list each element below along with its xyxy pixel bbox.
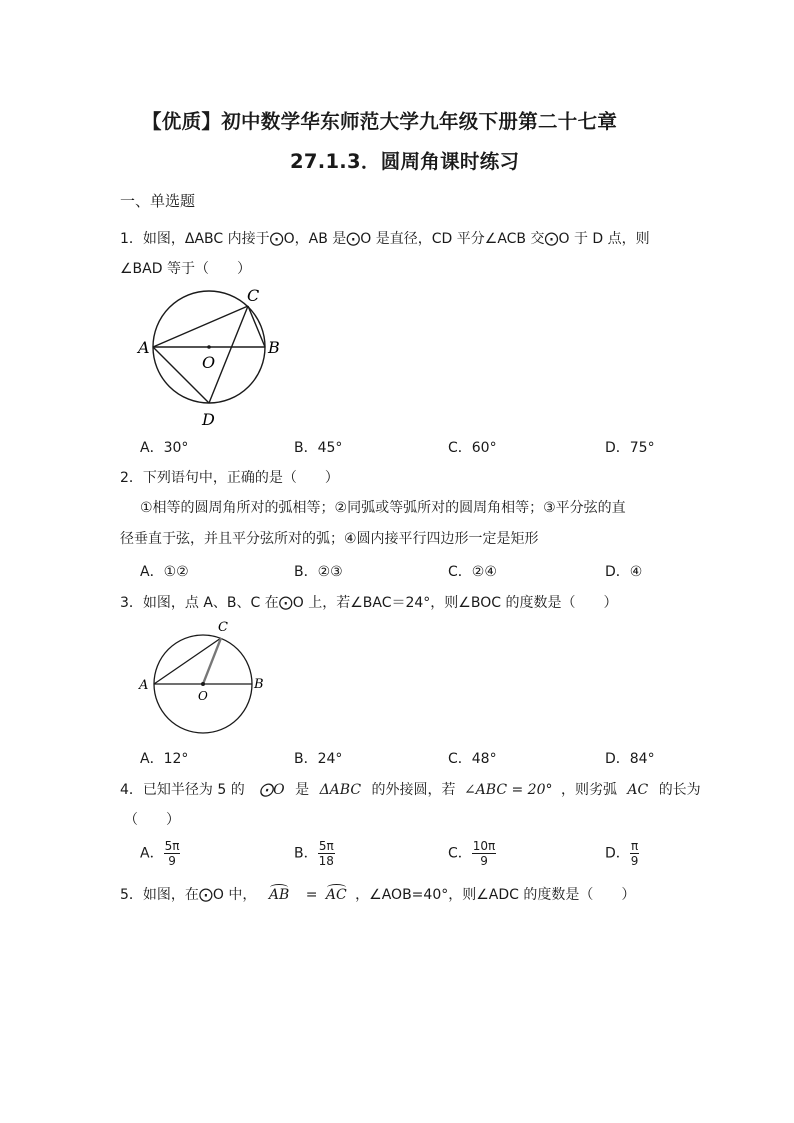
q4-option-d-den: 9 [630,854,639,868]
q5-arc-ab: AB [268,887,290,903]
q2-text-line1: 2．下列语句中，正确的是（ ） [120,470,339,486]
q4-option-a-num: 5π [164,839,180,853]
q3-option-b[interactable]: B．24° [294,751,343,767]
q4-option-b-label: B． [294,845,318,862]
q5-arc-ac: AC [325,887,347,903]
q5-text-part1: 5．如图，在⨀O 中， [120,887,257,903]
q2-option-a[interactable]: A．①② [140,564,189,580]
q4-triangle: ΔABC [319,782,362,798]
q2-text-line2: ①相等的圆周角所对的弧相等；②同弧或等弧所对的圆周角相等；③平分弦的直 [140,500,626,516]
q3-text-line1: 3．如图，点 A、B、C 在⨀O 上，若∠BAC＝24°，则∠BOC 的度数是（ ） [120,595,618,611]
q4-option-b-den: 18 [318,854,334,868]
q4-text-part1: 4．已知半径为 5 的 [120,782,245,798]
q1-option-a[interactable]: A．30° [140,440,189,456]
q4-option-a-label: A． [140,845,164,862]
q4-text-part3: 的外接圆，若 [371,782,456,798]
q4-text-part5: 的长为 [658,782,701,798]
q4-option-a[interactable] [140,839,180,868]
q4-option-d-num: π [630,839,639,853]
q4-option-a-den: 9 [168,854,176,868]
q4-arc-label: AC [627,782,649,798]
q4-option-c-label: C． [448,845,472,862]
q1-figure [130,282,290,432]
q1-label-d: D [202,410,215,429]
q1-label-c: C [247,286,260,305]
q4-option-d[interactable] [605,839,639,868]
q5-equals: = [305,887,318,903]
q1-option-b[interactable]: B．45° [294,440,343,456]
doc-title-line2: 27.1.3．圆周角课时练习 [290,150,520,173]
q4-option-c-num: 10π [472,839,496,853]
q4-circle-o: ⨀O [259,782,285,798]
section-heading: 一、单选题 [120,192,196,210]
q3-figure [130,616,280,746]
q4-option-c-fraction [472,839,497,868]
q3-center-dot [201,682,205,686]
q4-option-b[interactable] [294,839,335,868]
q2-option-b[interactable]: B．②③ [294,564,343,580]
q3-option-a[interactable]: A．12° [140,751,189,767]
q3-label-c: C [218,620,228,635]
q2-option-c[interactable]: C．②④ [448,564,497,580]
q1-label-b: B [268,338,280,357]
q3-option-c[interactable]: C．48° [448,751,497,767]
q4-text-part2: 是 [295,782,310,798]
q2-text-line3: 径垂直于弦，并且平分弦所对的弧；④圆内接平行四边形一定是矩形 [120,531,539,547]
q1-label-a: A [138,338,150,357]
q5-text-part2: ，∠AOB=40°，则∠ADC 的度数是（ ） [355,887,636,903]
q3-label-o: O [198,689,208,703]
q5-text-line1 [120,884,635,904]
q3-option-d[interactable]: D．84° [605,751,655,767]
q4-option-d-fraction [630,839,640,868]
q4-text-line2: （ ） [124,812,180,828]
doc-title-line1: 【优质】初中数学华东师范大学九年级下册第二十七章 [142,110,618,133]
q3-label-b: B [254,677,264,692]
q4-option-b-fraction [318,839,335,868]
q1-chord-ad [153,347,209,403]
q4-text-part4: ，则劣弧 [560,782,617,798]
q1-center-dot [207,345,211,349]
q1-chord-cb [248,306,265,347]
q4-angle: ∠ABC = 20° [463,782,553,798]
q1-option-d[interactable]: D．75° [605,440,655,456]
q1-option-c[interactable]: C．60° [448,440,497,456]
q4-option-c-den: 9 [480,854,488,868]
q3-label-a: A [139,678,149,693]
q4-option-a-fraction [164,839,181,868]
q1-label-o: O [202,353,216,372]
q2-option-d[interactable]: D．④ [605,564,643,580]
q4-option-b-num: 5π [318,839,334,853]
q4-text-line1 [120,779,701,799]
q1-text-line1: 1．如图，ΔABC 内接于⨀O，AB 是⨀O 是直径，CD 平分∠ACB 交⨀O 于 D 点，则 [120,231,650,247]
q1-text-line2: ∠BAD 等于（ ） [120,261,251,277]
q4-option-c[interactable] [448,839,496,868]
q4-option-d-label: D． [605,845,630,862]
